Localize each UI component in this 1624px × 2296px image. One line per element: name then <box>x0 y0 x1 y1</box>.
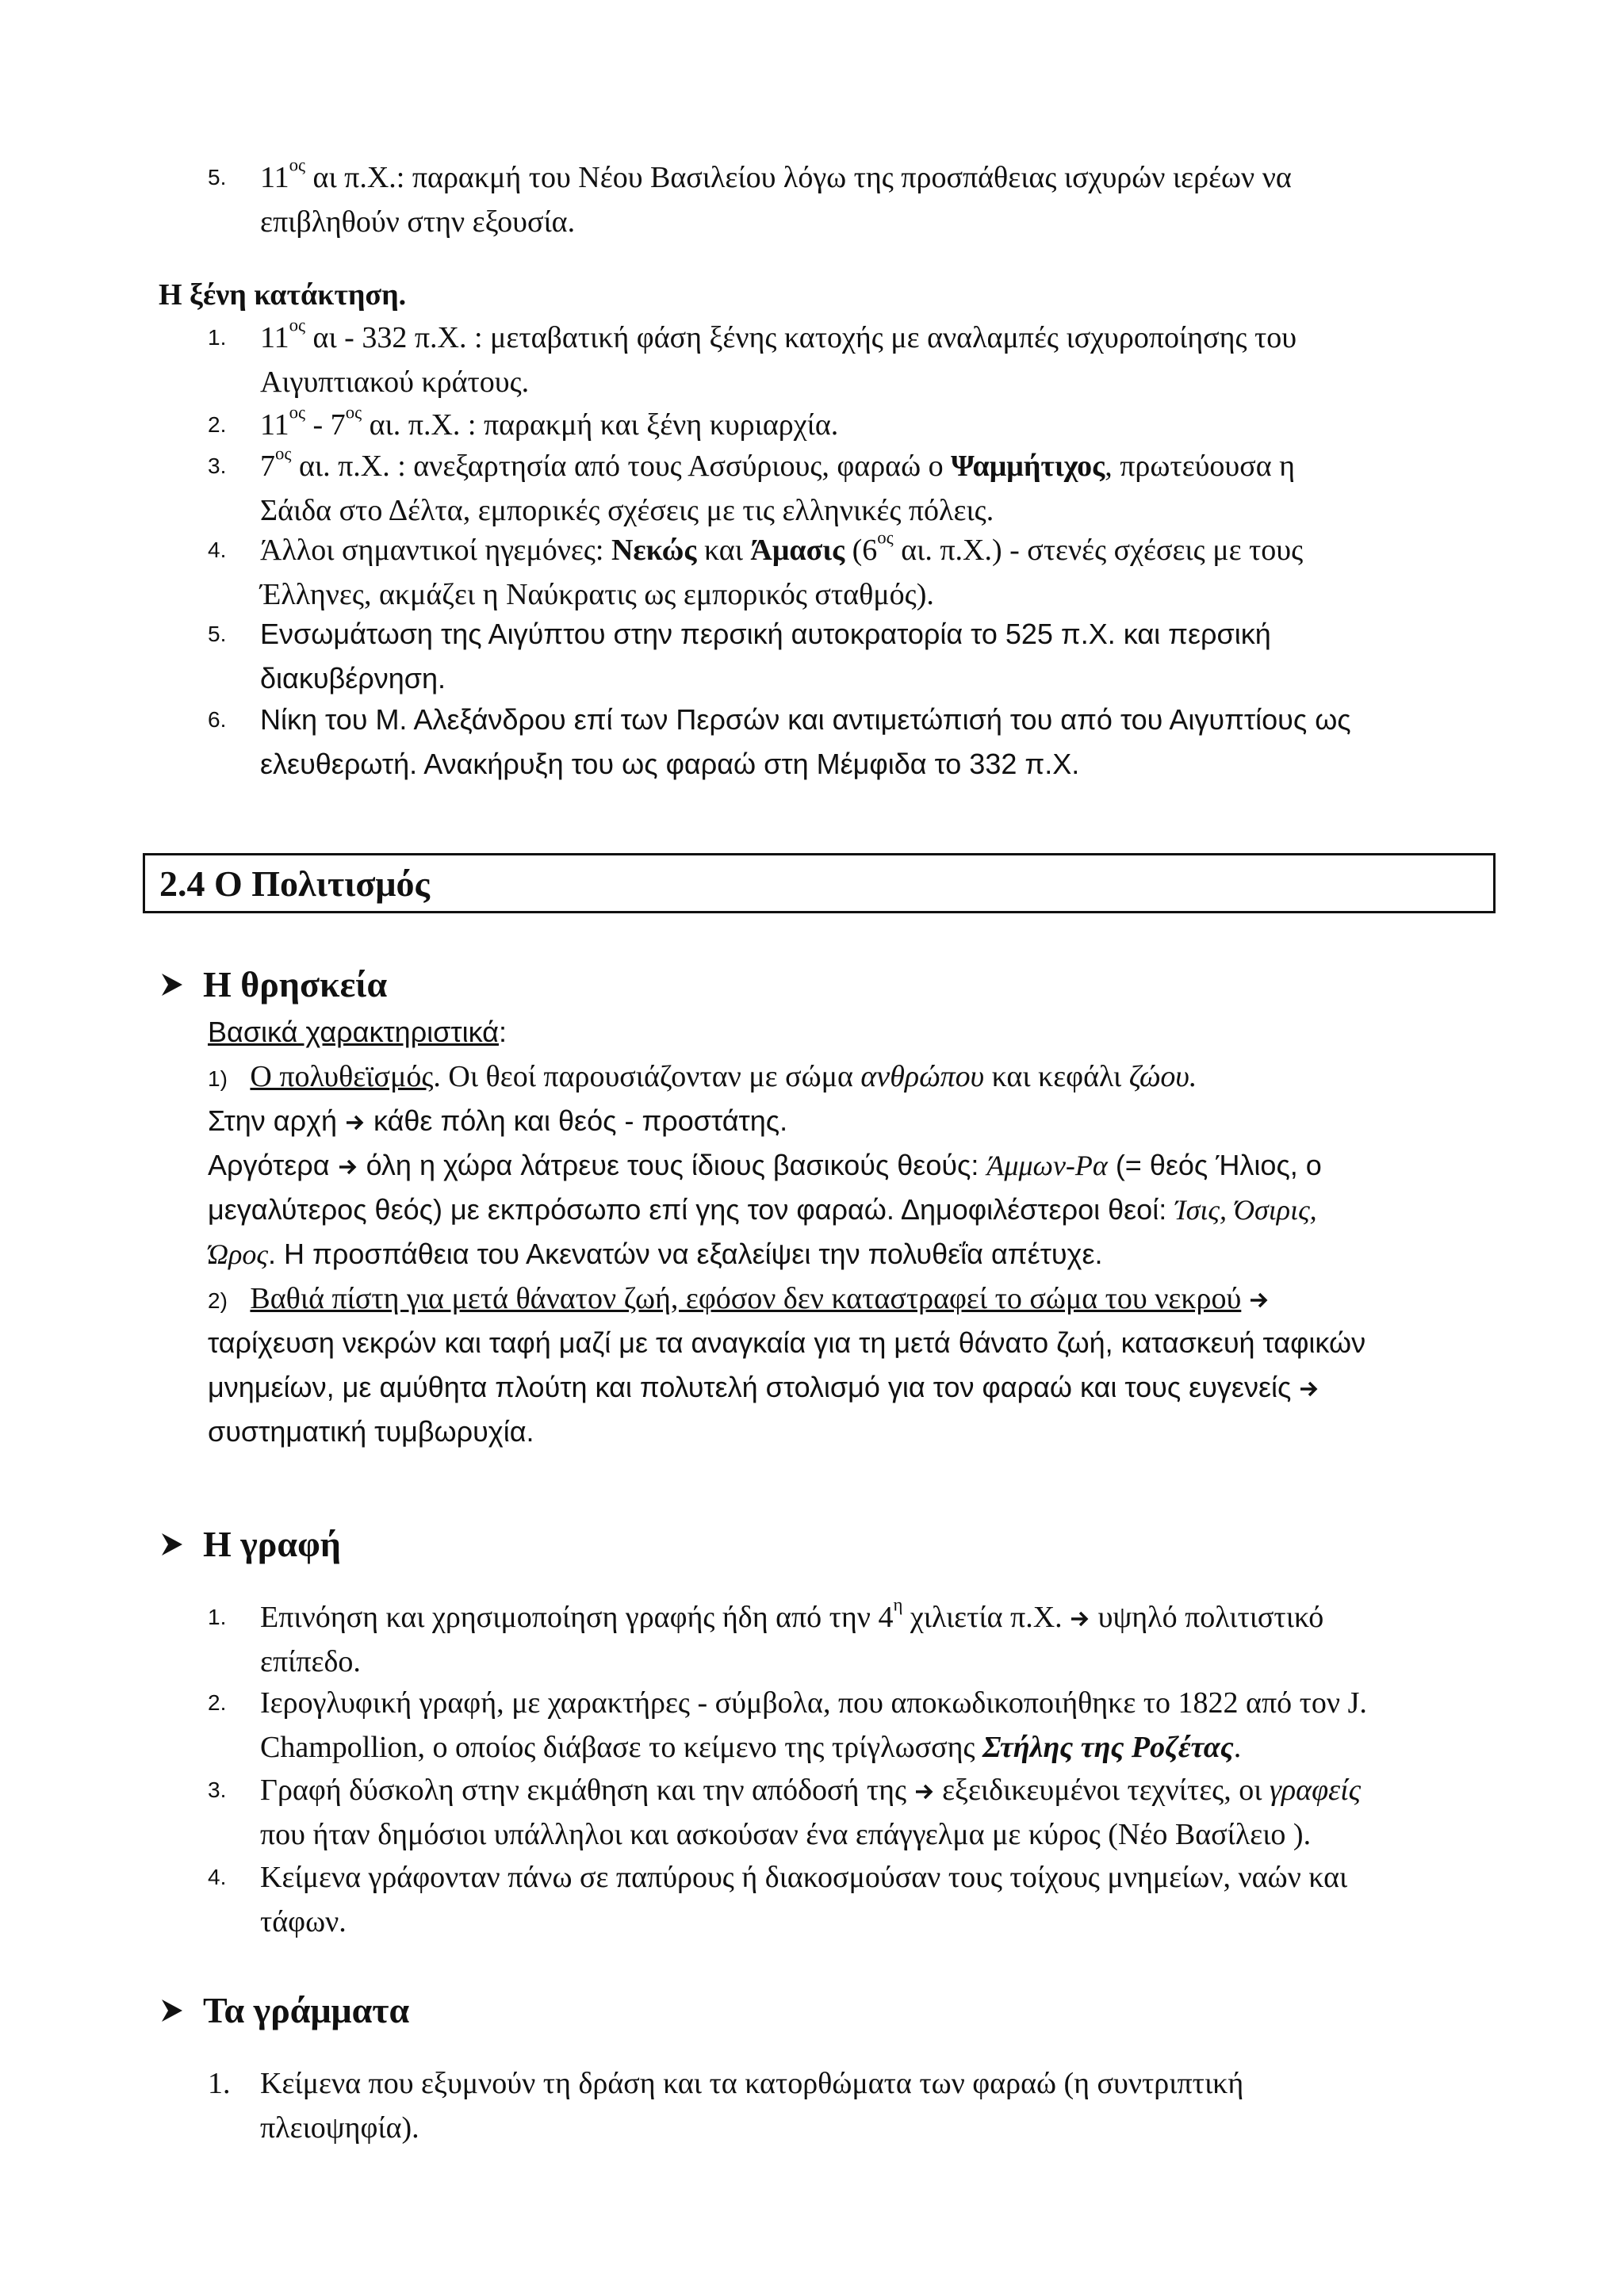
topic-title: Η θρησκεία <box>203 964 388 1004</box>
bullet-arrow-icon <box>159 962 190 1007</box>
right-arrow-icon <box>338 1158 358 1177</box>
text-line: Ώρος. Η προσπάθεια του Ακενατών να εξαλείψει την πολυθεΐα απέτυχε. <box>208 1238 1103 1270</box>
religion-point-2: 2) Βαθιά πίστη για μετά θάνατον ζωή, εφόσον δεν καταστραφεί το σώμα του νεκρού <box>208 1276 1475 1323</box>
right-arrow-icon <box>1299 1380 1320 1399</box>
section-title: 2.4 Ο Πολιτισμός <box>159 863 430 904</box>
text-line: ταρίχευση νεκρών και ταφή μαζί με τα αναγκαία για τη μετά θάνατο ζωή, κατασκευή ταφικών <box>208 1326 1366 1359</box>
list-text: Νίκη του Μ. Αλεξάνδρου επί των Περσών και αντιμετώπισή του από του Αιγυπτίους ως ελευθερωτή. Ανακήρυξη του ως φαραώ στη Μέμφιδα το 332 π.Χ. <box>260 703 1351 780</box>
list-number: 5. <box>208 165 227 189</box>
list-number: 3. <box>208 1777 227 1802</box>
list-text: Ιερογλυφική γραφή, με χαρακτήρες - σύμβολα, που αποκωδικοποιήθηκε το 1822 από τον J. Champollion, ο οποίος διάβασε το κείμενο της τρίγλωσσης Στήλης της Ροζέτας. <box>260 1686 1367 1764</box>
bullet-arrow-icon <box>159 1988 190 2033</box>
text-line: Στην αρχή κάθε πόλη και θεός - προστάτης. <box>208 1104 788 1137</box>
section-heading: Η ξένη κατάκτηση. <box>159 278 407 312</box>
list-text: $7^{o\varsigma}$ αι. π.Χ. : ανεξαρτησία από τους Ασσύριους, φαραώ ο Ψαμμήτιχος, πρωτεύουσα η Σάιδα στο Δέλτα, εμπορικές σχέσεις με τις ελληνικές πόλεις. <box>260 443 1295 527</box>
right-arrow-icon <box>1249 1291 1270 1310</box>
list-text: $11^{o\varsigma}$ αι π.Χ.: παρακμή του Νέου Βασιλείου λόγω της προσπάθειας ισχυρών ιερέων να επιβληθούν στην εξουσία. <box>260 155 1292 239</box>
bullet-arrow-icon <box>159 1522 190 1567</box>
list-number: 6. <box>208 707 227 732</box>
list-number: 2. <box>208 412 227 437</box>
topic-title: Η γραφή <box>203 1524 341 1564</box>
list-text: $11^{o\varsigma}$ αι - 332 π.Χ. : μεταβατική φάση ξένης κατοχής με αναλαμπές ισχυροποίησης του Αιγυπτιακού κράτους. <box>260 315 1297 399</box>
list-number: 1. <box>208 325 227 350</box>
text-line: συστηματική τυμβωρυχία. <box>208 1415 534 1448</box>
right-arrow-icon <box>914 1782 935 1801</box>
list-number: 4. <box>208 538 227 562</box>
list-number: 1. <box>208 1605 227 1629</box>
list-text: $11^{o\varsigma} - 7^{o\varsigma}$ αι. π.Χ. : παρακμή και ξένη κυριαρχία. <box>260 402 839 442</box>
list-number: 1. <box>208 2067 231 2100</box>
list-number: 2. <box>208 1690 227 1715</box>
list-text: Άλλοι σημαντικοί ηγεμόνες: Νεκώς και Άμασις ($6^{o\varsigma}$ αι. π.Χ.) - στενές σχέσεις με τους Έλληνες, ακμάζει η Ναύκρατις ως εμπορικός σταθμός). <box>260 527 1304 611</box>
list-text: Επινόηση και χρησιμοποίηση γραφής ήδη από την $4^\eta$ χιλιετία π.Χ. υψηλό πολιτιστικό επίπεδο. <box>260 1594 1324 1678</box>
list-text: Κείμενα γράφονταν πάνω σε παπύρους ή διακοσμούσαν τους τοίχους μνημείων, ναών και τάφων. <box>260 1861 1348 1938</box>
list-text: Κείμενα που εξυμνούν τη δράση και τα κατορθώματα των φαραώ (η συντριπτική πλειοψηφία). <box>260 2067 1244 2145</box>
right-arrow-icon <box>1070 1609 1090 1628</box>
section-title-box <box>143 853 1496 913</box>
list-item <box>208 155 1477 244</box>
religion-point-1: 1) Ο πολυθεϊσμός. Οι θεοί παρουσιάζονταν με σώμα ανθρώπου και κεφάλι ζώου. <box>208 1060 1197 1093</box>
right-arrow-icon <box>345 1113 366 1132</box>
topic-title: Τα γράμματα <box>203 1990 410 2030</box>
list-text: Γραφή δύσκολη στην εκμάθηση και την απόδοσή της εξειδικευμένοι τεχνίτες, οι γραφείς που ήταν δημόσιοι υπάλληλοι και ασκούσαν ένα επάγγελμα με κύρος (Νέο Βασίλειο ). <box>260 1774 1362 1851</box>
subtitle: Βασικά χαρακτηριστικά <box>208 1016 499 1048</box>
list-number: 4. <box>208 1865 227 1889</box>
text-line: μεγαλύτερος θεός) με εκπρόσωπο επί γης τον φαραώ. Δημοφιλέστεροι θεοί: Ίσις, Όσιρις, <box>208 1193 1317 1226</box>
subtitle-line: Βασικά χαρακτηριστικά: <box>208 1016 507 1048</box>
list-number: 3. <box>208 453 227 478</box>
text-line: μνημείων, με αμύθητα πλούτη και πολυτελή στολισμό για τον φαραώ και τους ευγενείς <box>208 1365 1475 1410</box>
list-number: 5. <box>208 622 227 646</box>
list-text: Ενσωμάτωση της Αιγύπτου στην περσική αυτοκρατορία το 525 π.Χ. και περσική διακυβέρνηση. <box>260 618 1271 695</box>
text-line: Αργότερα όλη η χώρα λάτρευε τους ίδιους βασικούς θεούς: Άμμων-Ρα (= θεός Ήλιος, ο <box>208 1149 1322 1181</box>
